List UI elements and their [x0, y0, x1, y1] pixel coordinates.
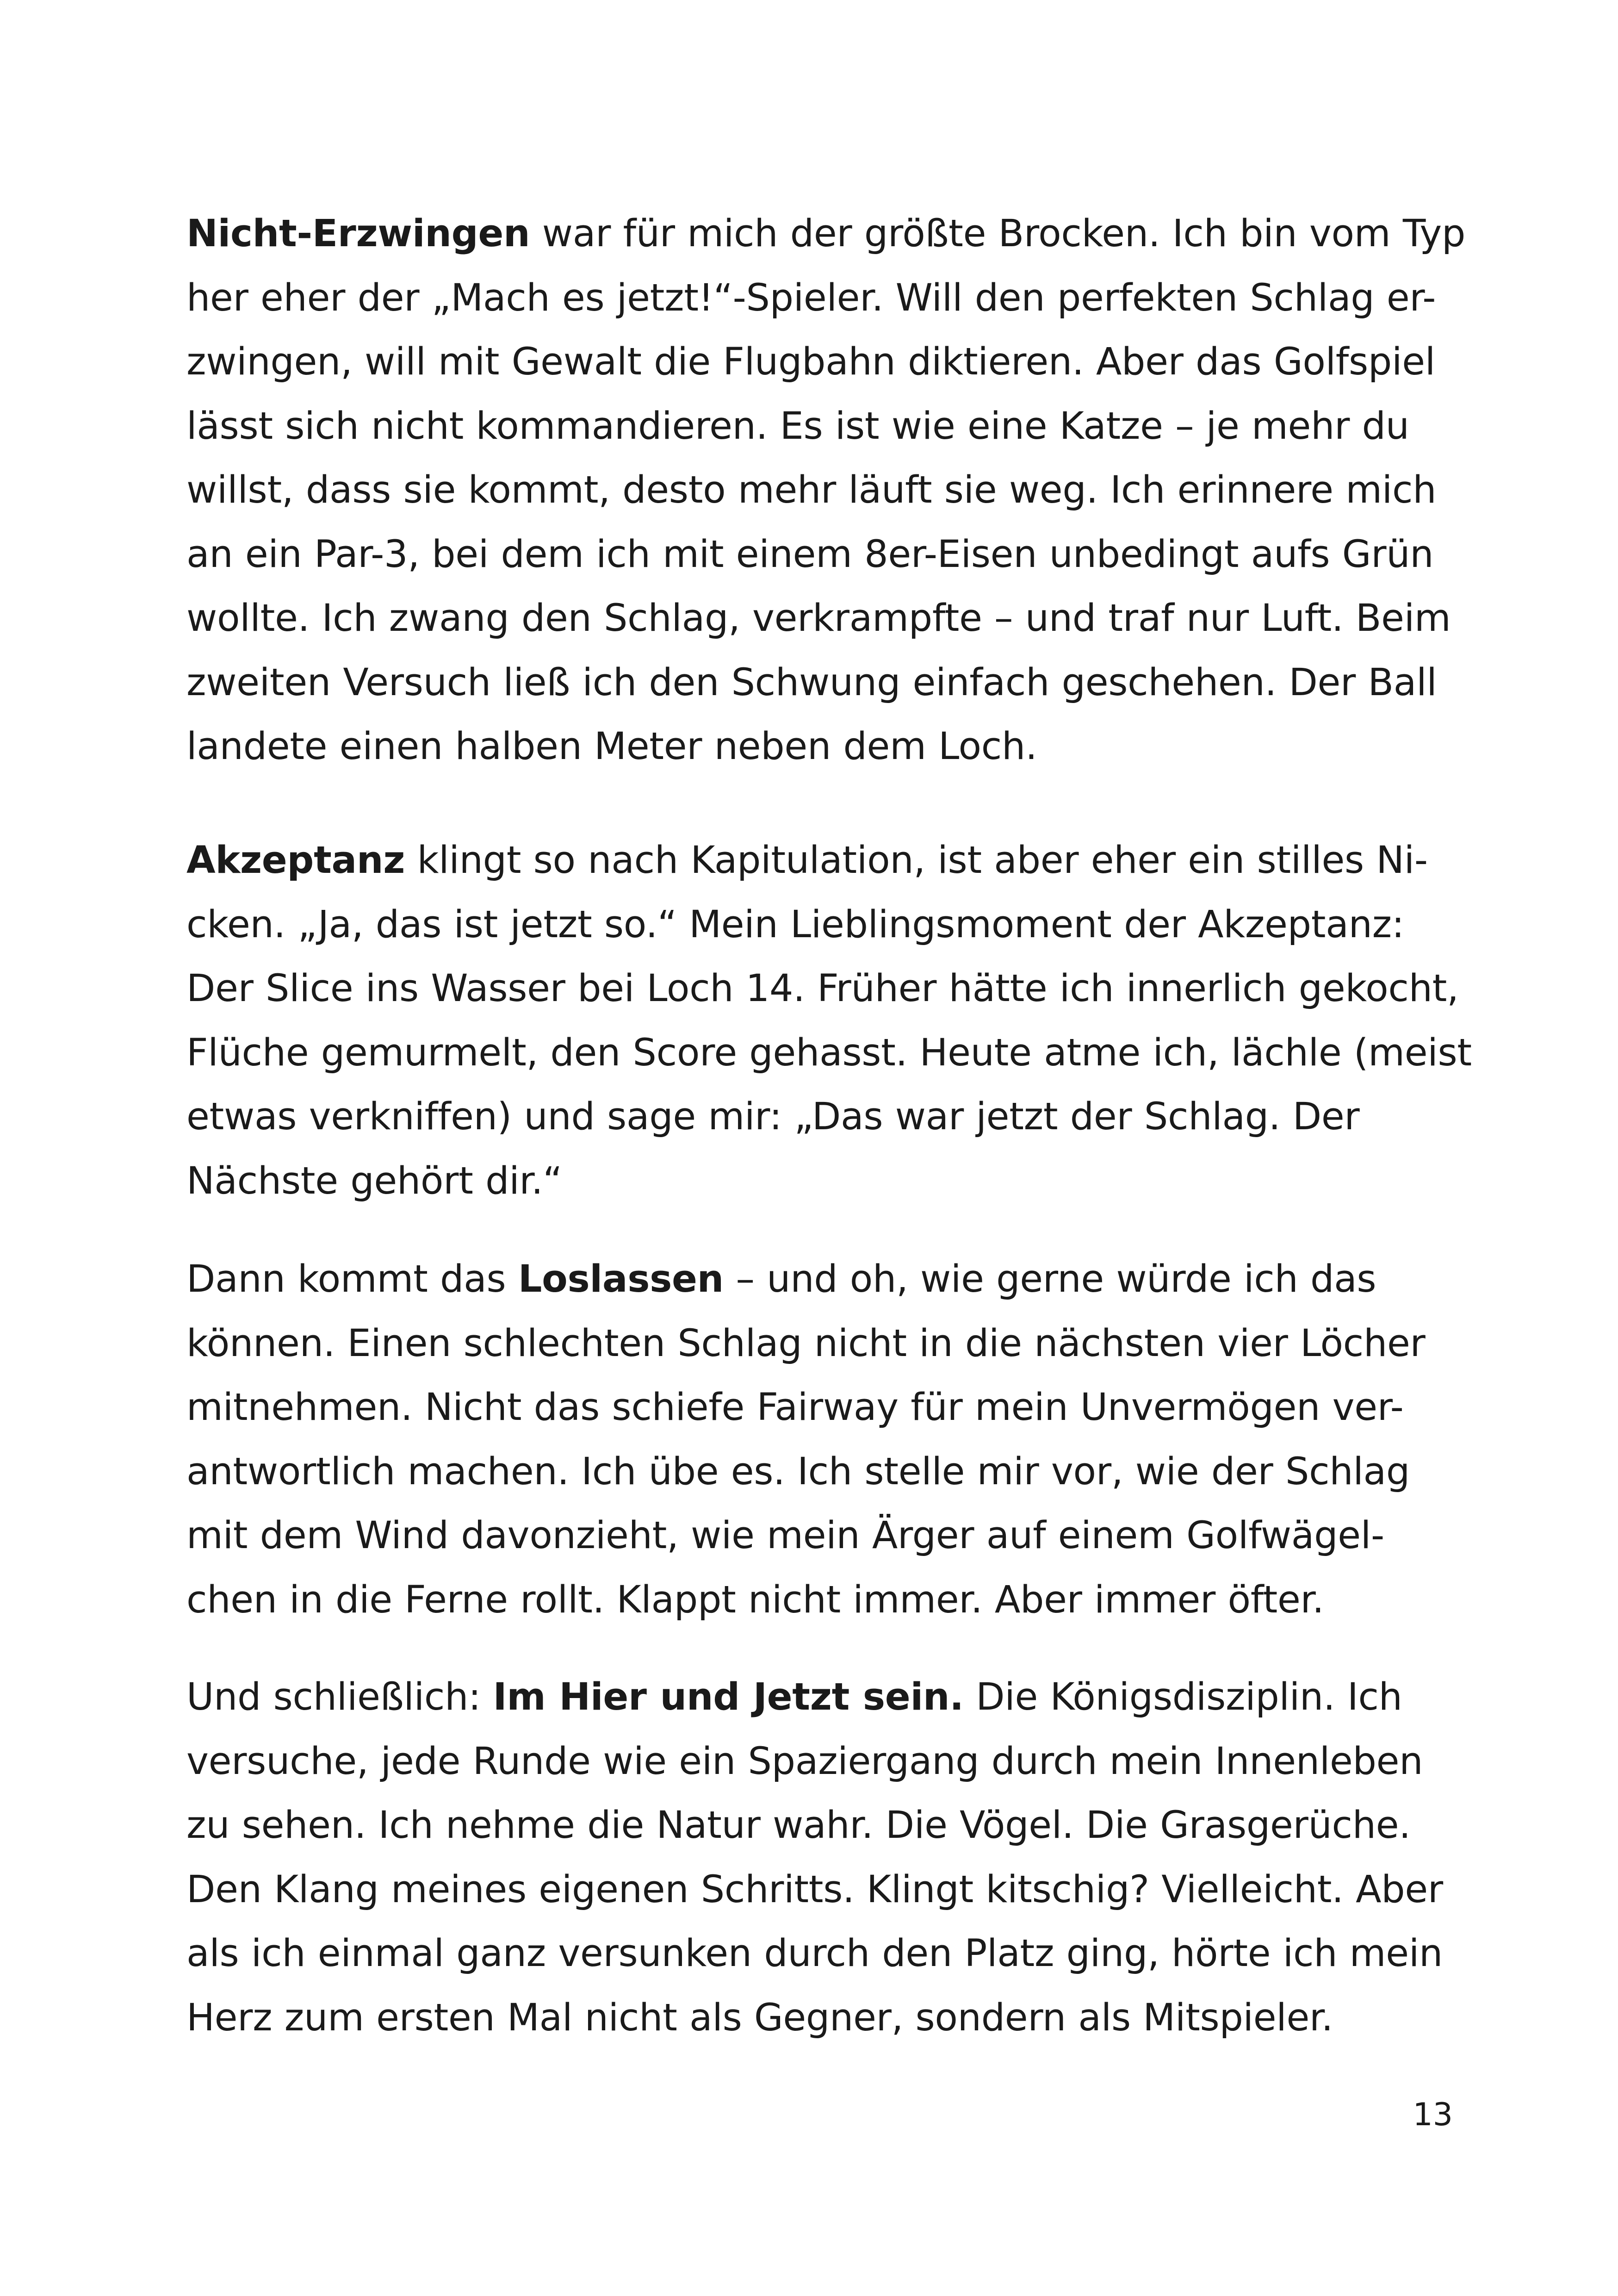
- text-line: [186, 1247, 1454, 1312]
- text-line: [186, 1793, 1454, 1858]
- text-line: [186, 523, 1454, 587]
- text-segment: chen in die Ferne rollt. Klappt nicht immer. Aber immer öfter.: [186, 1578, 1324, 1622]
- text-line: [186, 586, 1454, 651]
- text-segment: willst, dass sie kommt, desto mehr läuft sie weg. Ich erinnere mich: [186, 468, 1437, 512]
- paragraph-loslassen: [186, 1247, 1454, 1632]
- text-segment: Nächste gehört dir.“: [186, 1159, 563, 1203]
- text-segment: – und oh, wie gerne würde ich das: [724, 1257, 1376, 1301]
- text-segment: zu sehen. Ich nehme die Natur wahr. Die Vögel. Die Grasgerüche.: [186, 1804, 1411, 1847]
- text-line: [186, 1858, 1454, 1922]
- text-segment: antwortlich machen. Ich übe es. Ich stelle mir vor, wie der Schlag: [186, 1450, 1410, 1493]
- text-line: [186, 1312, 1454, 1376]
- text-segment: als ich einmal ganz versunken durch den Platz ging, hörte ich mein: [186, 1932, 1443, 1975]
- text-segment: Und schließlich:: [186, 1675, 493, 1719]
- text-line: [186, 957, 1459, 1021]
- text-line: [186, 715, 1454, 779]
- text-line: [186, 458, 1454, 523]
- text-segment: versuche, jede Runde wie ein Spaziergang durch mein Innenleben: [186, 1739, 1423, 1783]
- text-segment: her eher der „Mach es jetzt!“-Spieler. Will den perfekten Schlag er-: [186, 276, 1436, 320]
- bold-term: Akzeptanz: [186, 839, 405, 882]
- text-line: [186, 202, 1466, 266]
- text-line: [186, 828, 1454, 893]
- text-segment: Herz zum ersten Mal nicht als Gegner, sondern als Mitspieler.: [186, 1996, 1333, 2040]
- text-segment: Die Königsdisziplin. Ich: [963, 1675, 1402, 1719]
- text-line: [186, 394, 1454, 459]
- text-line: [186, 1021, 1472, 1085]
- text-segment: zweiten Versuch ließ ich den Schwung einfach geschehen. Der Ball: [186, 660, 1437, 704]
- text-segment: klingt so nach Kapitulation, ist aber eher ein stilles Ni-: [405, 839, 1428, 882]
- bold-term: Im Hier und Jetzt sein.: [493, 1675, 964, 1719]
- paragraph-hier-und-jetzt: [186, 1665, 1454, 2050]
- text-segment: Den Klang meines eigenen Schritts. Klingt kitschig? Vielleicht. Aber: [186, 1867, 1443, 1911]
- text-line: [186, 1085, 1454, 1149]
- bold-term: Nicht-Erzwingen: [186, 212, 530, 255]
- text-line: [186, 1730, 1454, 1794]
- text-segment: landete einen halben Meter neben dem Loch.: [186, 725, 1037, 768]
- text-segment: lässt sich nicht kommandieren. Es ist wie eine Katze – je mehr du: [186, 404, 1409, 448]
- text-segment: war für mich der größte Brocken. Ich bin vom Typ: [530, 212, 1466, 255]
- paragraph-nicht-erzwingen: [186, 202, 1466, 779]
- text-segment: cken. „Ja, das ist jetzt so.“ Mein Lieblingsmoment der Akzeptanz:: [186, 902, 1404, 946]
- text-line: [186, 1375, 1454, 1440]
- paragraph-akzeptanz: [186, 828, 1472, 1213]
- text-segment: Dann kommt das: [186, 1257, 518, 1301]
- text-line: [186, 330, 1454, 394]
- text-line: [186, 1504, 1454, 1568]
- page-number: 13: [1413, 2097, 1453, 2133]
- text-line: [186, 1922, 1454, 1986]
- text-line: [186, 1440, 1454, 1504]
- text-line: [186, 1568, 1454, 1632]
- text-segment: mitnehmen. Nicht das schiefe Fairway für mein Unvermögen ver-: [186, 1386, 1404, 1429]
- text-segment: an ein Par-3, bei dem ich mit einem 8er-Eisen unbedingt aufs Grün: [186, 532, 1434, 576]
- text-segment: wollte. Ich zwang den Schlag, verkrampfte – und traf nur Luft. Beim: [186, 597, 1451, 640]
- text-line: [186, 651, 1454, 715]
- text-line: [186, 1665, 1454, 1730]
- text-line: [186, 1149, 1454, 1213]
- text-line: [186, 893, 1454, 957]
- text-segment: etwas verkniffen) und sage mir: „Das war jetzt der Schlag. Der: [186, 1095, 1360, 1139]
- text-segment: mit dem Wind davonzieht, wie mein Ärger auf einem Golfwägel-: [186, 1514, 1384, 1557]
- bold-term: Loslassen: [518, 1257, 724, 1301]
- text-line: [186, 1986, 1454, 2050]
- text-segment: Flüche gemurmelt, den Score gehasst. Heute atme ich, lächle (meist: [186, 1031, 1472, 1075]
- text-segment: können. Einen schlechten Schlag nicht in die nächsten vier Löcher: [186, 1321, 1426, 1365]
- text-line: [186, 266, 1454, 330]
- text-segment: Der Slice ins Wasser bei Loch 14. Früher hätte ich innerlich gekocht,: [186, 967, 1459, 1010]
- text-segment: zwingen, will mit Gewalt die Flugbahn diktieren. Aber das Golfspiel: [186, 340, 1435, 384]
